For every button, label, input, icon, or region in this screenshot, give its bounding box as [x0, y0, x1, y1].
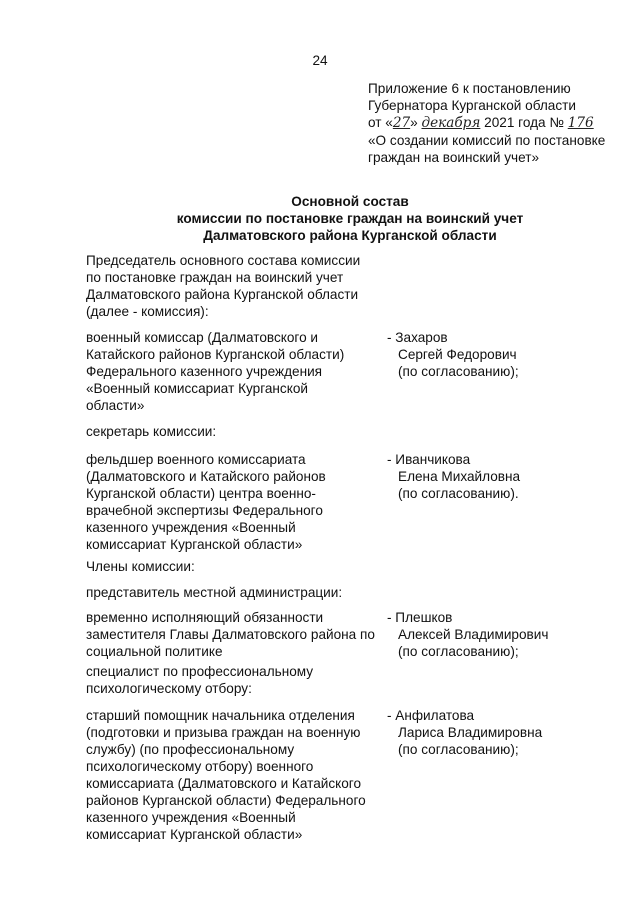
appendix-line: «О создании комиссий по постановке	[368, 133, 606, 148]
person-surname: - Плешков	[387, 610, 453, 625]
person-note: (по согласованию);	[398, 644, 519, 659]
heading-line: Далматовского района Курганской области	[86, 287, 359, 302]
handwritten-day: 27	[392, 115, 411, 131]
person-name: Алексей Владимирович	[398, 627, 549, 642]
local-admin-person	[387, 609, 627, 660]
position-line: (Далматовского и Катайского районов	[86, 469, 326, 484]
document-title	[0, 193, 640, 244]
position-line: комиссариат Курганской области»	[86, 537, 303, 552]
chairman-heading	[86, 252, 406, 320]
local-admin-position	[86, 609, 396, 660]
position-line: Курганской области) центра военно-	[86, 486, 316, 501]
handwritten-number: 176	[567, 115, 594, 131]
position-line: комиссариата (Далматовского и Катайского	[86, 776, 362, 791]
position-line: фельдшер военного комиссариата	[86, 452, 306, 467]
heading-line: Председатель основного состава комиссии	[86, 253, 361, 268]
title-line: Основной состав	[291, 194, 409, 209]
psych-position	[86, 707, 396, 843]
person-surname: - Иванчикова	[387, 452, 471, 467]
position-line: (подготовки и призыва граждан на военную	[86, 725, 361, 740]
person-name: Елена Михайловна	[398, 469, 521, 484]
appendix-line: Приложение 6 к постановлению	[368, 81, 571, 96]
person-note: (по согласованию);	[398, 742, 519, 757]
position-line: военный комиссар (Далматовского и	[86, 330, 319, 345]
heading-line: специалист по профессиональному	[86, 664, 314, 679]
chairman-position	[86, 329, 386, 414]
title-line: комиссии по постановке граждан на воинский учет	[176, 211, 524, 226]
position-line: заместителя Главы Далматовского района по	[86, 627, 375, 642]
date-prefix: от «	[368, 115, 393, 130]
position-line: социальной политике	[86, 644, 223, 659]
position-line: временно исполняющий обязанности	[86, 610, 324, 625]
secretary-person	[387, 451, 627, 502]
heading-line: психологическому отбору:	[86, 681, 252, 696]
person-surname: - Анфилатова	[387, 708, 475, 723]
position-line: казенного учреждения «Военный	[86, 810, 296, 825]
position-line: старший помощник начальника отделения	[86, 708, 355, 723]
position-line: психологическому отбору) военного	[86, 759, 314, 774]
position-line: «Военный комиссариат Курганской	[86, 381, 308, 396]
handwritten-month: декабря	[421, 115, 481, 131]
person-name: Лариса Владимировна	[398, 725, 543, 740]
secretary-heading: секретарь комиссии:	[86, 424, 217, 439]
date-mid: »	[410, 115, 422, 130]
person-note: (по согласованию);	[398, 364, 519, 379]
title-line: Далматовского района Курганской области	[203, 228, 497, 243]
position-line: казенного учреждения «Военный	[86, 520, 296, 535]
position-line: службу) (по профессиональному	[86, 742, 295, 757]
position-line: области»	[86, 398, 145, 413]
appendix-line: Губернатора Курганской области	[368, 98, 576, 113]
local-admin-heading: представитель местной администрации:	[86, 585, 343, 600]
page-number: 24	[312, 53, 328, 68]
heading-line: по постановке граждан на воинский учет	[86, 270, 344, 285]
secretary-position	[86, 451, 386, 553]
date-year: 2021 года №	[480, 115, 568, 130]
appendix-date-line	[368, 114, 628, 132]
appendix-line: граждан на воинский учет»	[368, 150, 540, 165]
psych-person	[387, 707, 627, 758]
person-surname: - Захаров	[387, 330, 448, 345]
heading-line: (далее - комиссия):	[86, 304, 209, 319]
person-note: (по согласованию).	[398, 486, 519, 501]
position-line: врачебной экспертизы Федерального	[86, 503, 323, 518]
appendix-header	[368, 80, 628, 166]
position-line: Катайского районов Курганской области)	[86, 347, 345, 362]
position-line: Федерального казенного учреждения	[86, 364, 323, 379]
members-heading: Члены комиссии:	[86, 559, 195, 574]
chairman-person	[387, 329, 627, 380]
position-line: районов Курганской области) Федерального	[86, 793, 366, 808]
position-line: комиссариат Курганской области»	[86, 827, 303, 842]
psych-heading	[86, 663, 386, 697]
person-name: Сергей Федорович	[398, 347, 517, 362]
